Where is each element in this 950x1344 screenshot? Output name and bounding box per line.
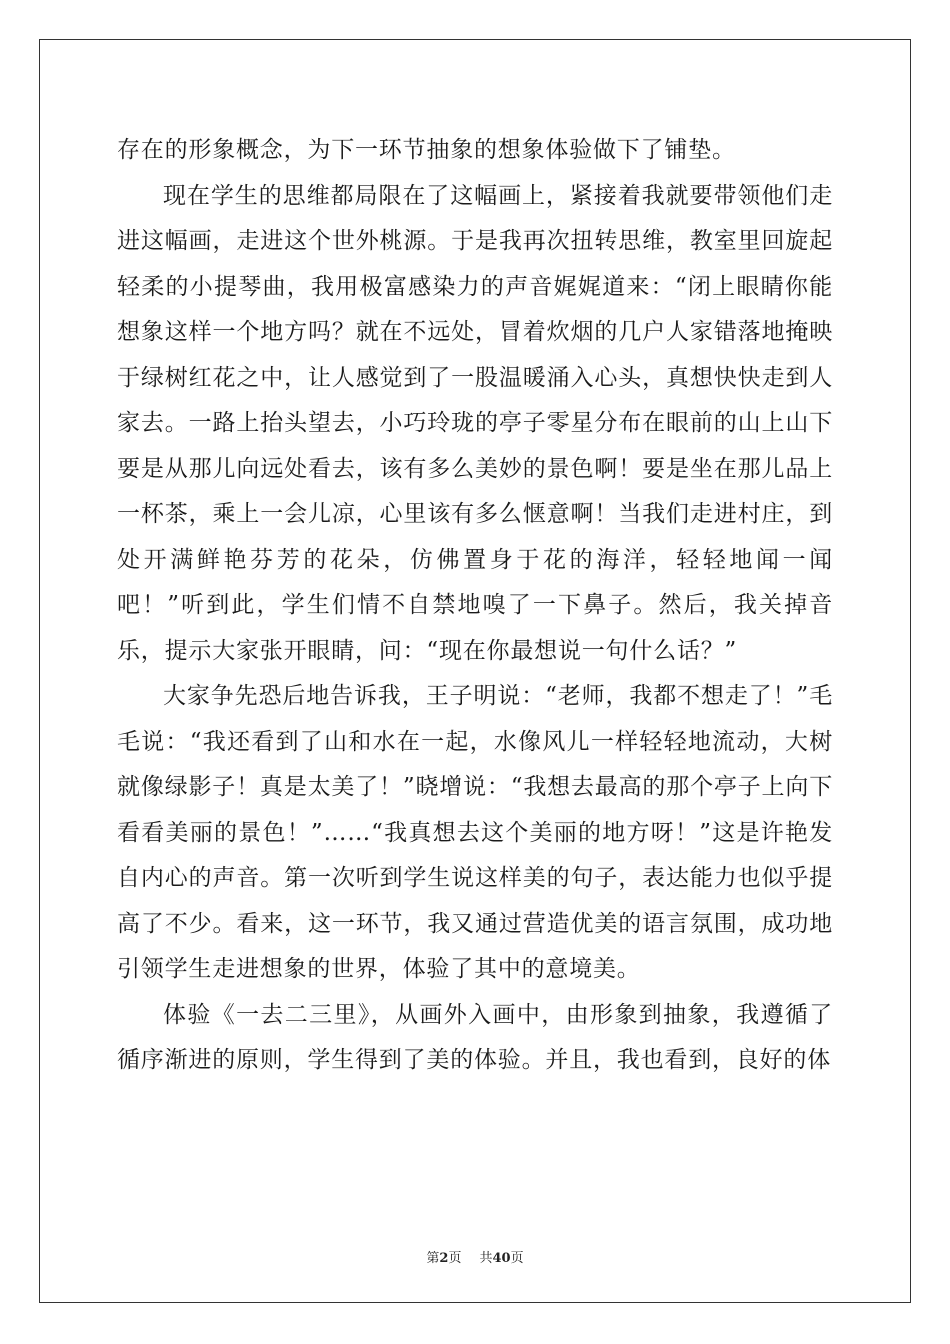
page-number: 2 <box>439 1251 449 1266</box>
page-suffix: 页 <box>448 1251 462 1266</box>
paragraph-3: 大家争先恐后地告诉我，王子明说：“老师，我都不想走了！”毛毛说：“我还看到了山和水在一起，水像风儿一样轻轻地流动，大树就像绿影子！真是太美了！”晓增说：“我想去最高的那个亭子上向下看看美丽的景色！”……“我真想去这个美丽的地方呀！”这是许艳发自内心的声音。第一次听到学生说这样美的句子，表达能力也似乎提高了不少。看来，这一环节，我又通过营造优美的语言氛围，成功地引领学生走进想象的世界，体验了其中的意境美。 <box>117 683 833 982</box>
document-body <box>117 128 833 1084</box>
total-pages: 40 <box>492 1251 511 1266</box>
page-prefix: 第 <box>426 1251 440 1266</box>
paragraph-1: 存在的形象概念，为下一环节抽象的想象体验做下了铺垫。 <box>117 137 736 163</box>
total-prefix: 共 <box>479 1251 493 1266</box>
page-footer <box>0 1247 950 1266</box>
paragraph-4: 体验《一去二三里》，从画外入画中，由形象到抽象，我遵循了循序渐进的原则，学生得到了美的体验。并且，我也看到，良好的体 <box>117 1001 833 1073</box>
total-suffix: 页 <box>510 1251 524 1266</box>
paragraph-2: 现在学生的思维都局限在了这幅画上，紧接着我就要带领他们走进这幅画，走进这个世外桃源。于是我再次扭转思维，教室里回旋起轻柔的小提琴曲，我用极富感染力的声音娓娓道来：“闭上眼睛你能想象这样一个地方吗？就在不远处，冒着炊烟的几户人家错落地掩映于绿树红花之中，让人感觉到了一股温暖涌入心头，真想快快走到人家去。一路上抬头望去，小巧玲珑的亭子零星分布在眼前的山上山下要是从那儿向远处看去，该有多么美妙的景色啊！要是坐在那儿品上一杯茶，乘上一会儿凉，心里该有多么惬意啊！当我们走进村庄，到处开满鲜艳芬芳的花朵，仿佛置身于花的海洋，轻轻地闻一闻吧！”听到此，学生们情不自禁地嗅了一下鼻子。然后，我关掉音乐，提示大家张开眼睛，问：“现在你最想说一句什么话？” <box>117 182 833 664</box>
